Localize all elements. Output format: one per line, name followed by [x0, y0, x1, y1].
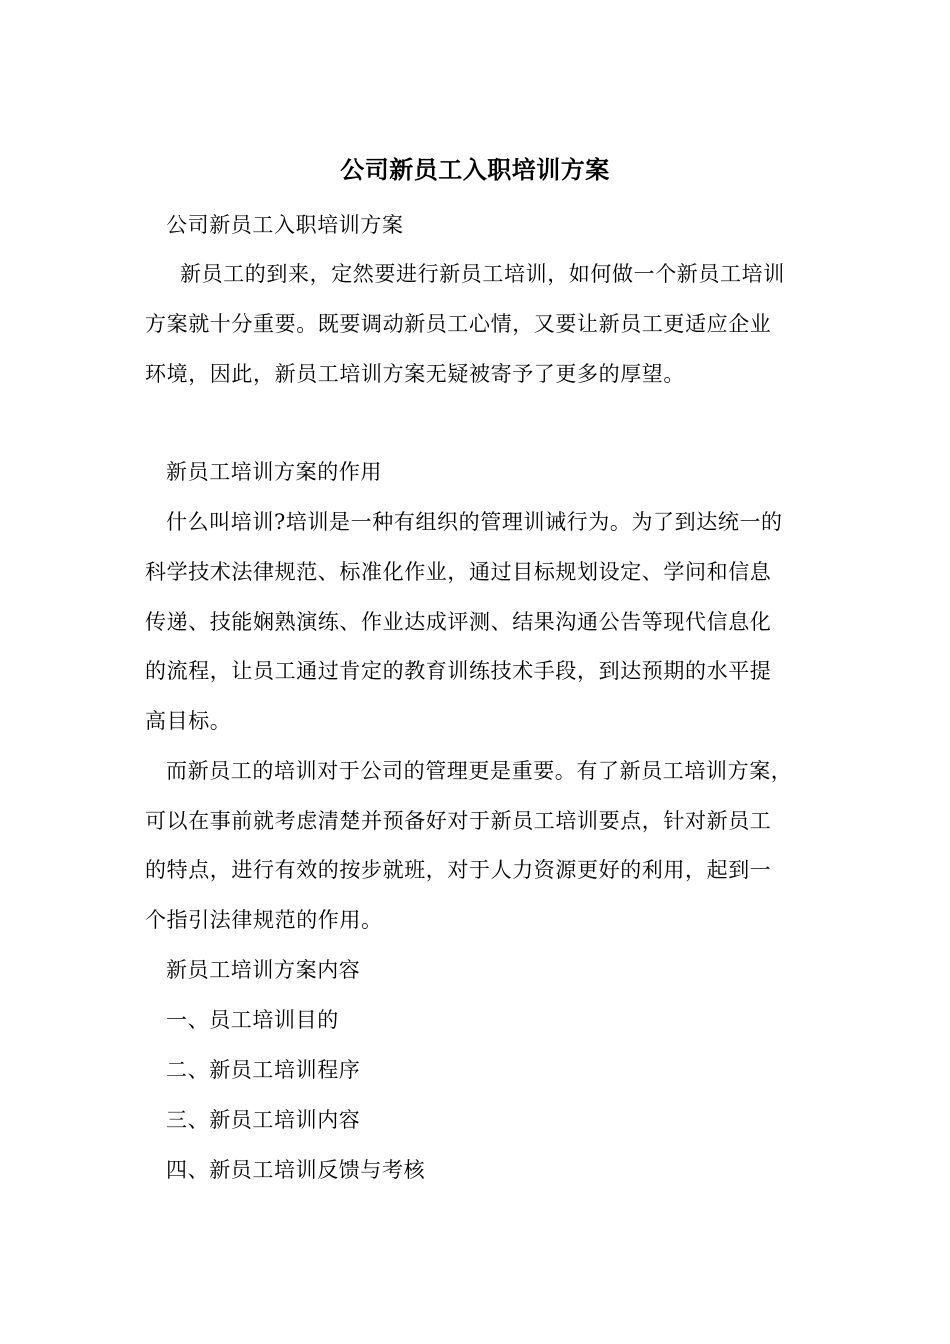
- importance-line-2: 可以在事前就考虑清楚并预备好对于新员工培训要点，针对新员工: [145, 809, 772, 833]
- training-line-2: 科学技术法律规范、标准化作业，通过目标规划设定、学问和信息: [145, 560, 772, 584]
- training-line-4: 的流程，让员工通过肯定的教育训练技术手段，到达预期的水平提: [145, 659, 772, 683]
- content-item-3: 三、新员工培训内容: [166, 1108, 361, 1132]
- importance-line-1: 而新员工的培训对于公司的管理更是重要。有了新员工培训方案，: [166, 759, 793, 783]
- section-role-heading: 新员工培训方案的作用: [166, 460, 382, 484]
- training-line-3: 传递、技能娴熟演练、作业达成评测、结果沟通公告等现代信息化: [145, 610, 772, 634]
- importance-line-4: 个指引法律规范的作用。: [145, 908, 383, 932]
- section-content-heading: 新员工培训方案内容: [166, 958, 361, 982]
- intro-line-3: 环境，因此，新员工培训方案无疑被寄予了更多的厚望。: [145, 362, 685, 386]
- content-item-1: 一、员工培训目的: [166, 1008, 339, 1032]
- importance-line-3: 的特点，进行有效的按步就班，对于人力资源更好的利用，起到一: [145, 858, 772, 882]
- training-line-1: 什么叫培训?培训是一种有组织的管理训诫行为。为了到达统一的: [166, 510, 783, 534]
- document-title: 公司新员工入职培训方案: [340, 155, 610, 184]
- content-item-2: 二、新员工培训程序: [166, 1058, 361, 1082]
- intro-line-1: 新员工的到来，定然要进行新员工培训，如何做一个新员工培训: [180, 262, 785, 286]
- document-subtitle: 公司新员工入职培训方案: [166, 213, 404, 237]
- training-line-5: 高目标。: [145, 709, 232, 733]
- intro-line-2: 方案就十分重要。既要调动新员工心情，又要让新员工更适应企业: [145, 312, 772, 336]
- content-item-4: 四、新员工培训反馈与考核: [166, 1158, 426, 1182]
